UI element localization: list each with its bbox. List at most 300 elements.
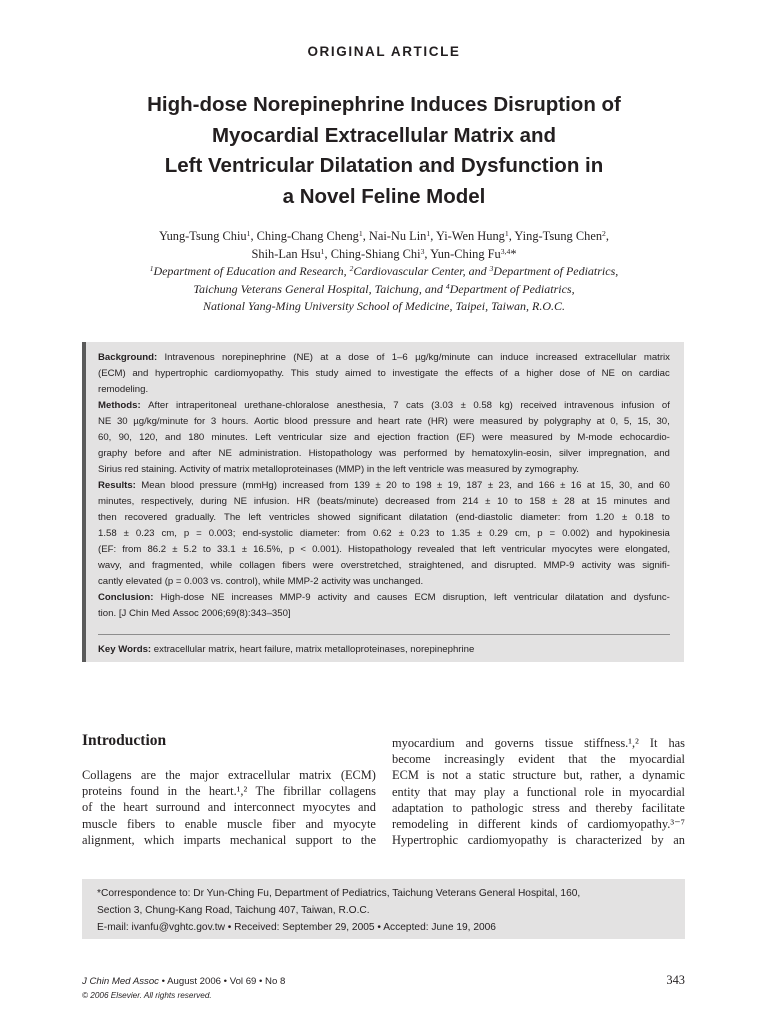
word: intraperitoneal (175, 400, 237, 411)
word: unchanged. (373, 576, 424, 587)
word: at (581, 496, 590, 507)
word: Left (254, 432, 271, 443)
text-line (392, 816, 685, 832)
word: were (598, 544, 620, 555)
word: 16 (570, 480, 582, 491)
word: were (453, 416, 475, 427)
word: enable (184, 816, 218, 831)
text-line (82, 799, 376, 815)
word: fibrillar (283, 784, 321, 799)
abstract-section-label: Conclusion: (98, 592, 154, 603)
word: 139 (353, 480, 370, 491)
affiliation-mark: 4 (445, 281, 450, 291)
word: ± (477, 528, 483, 539)
word: which (143, 832, 175, 847)
author-line (60, 227, 708, 245)
word: are (140, 768, 156, 782)
word: of (376, 352, 385, 363)
word: found (130, 784, 160, 799)
word: elongated, (625, 544, 670, 555)
word: static (478, 768, 505, 783)
word: blood (170, 480, 195, 491)
word: to (165, 816, 175, 831)
word: rather, (590, 768, 622, 783)
word: increases (231, 592, 273, 603)
word: remodeling (392, 817, 449, 832)
word: zymography. (524, 464, 579, 475)
word: 30 (116, 416, 128, 427)
word: = (175, 576, 182, 587)
word: cm, (161, 528, 177, 539)
word: kg) (499, 400, 513, 411)
word: to (202, 544, 211, 555)
word: MMP-9 (279, 592, 311, 603)
word: 158 (529, 496, 546, 507)
word: of (82, 800, 93, 815)
word: infusion. (253, 496, 290, 507)
keywords (98, 643, 670, 657)
affiliation-line (60, 263, 708, 281)
word: effects (464, 368, 493, 379)
word: stress (532, 800, 560, 815)
word: and (465, 736, 484, 750)
text-line (98, 478, 670, 494)
word: administration. (239, 448, 302, 459)
text-line (392, 784, 685, 800)
word: NE (211, 592, 225, 603)
word: were (482, 432, 503, 443)
word: Assoc (172, 608, 199, 619)
word: This (290, 368, 309, 379)
word: dynamic (642, 768, 685, 783)
author-text: , (605, 229, 609, 243)
word: 1–6 (391, 352, 408, 363)
text-line (392, 832, 685, 848)
word: pathologic (471, 800, 524, 815)
word: 5.2 (183, 544, 197, 555)
word: ± (560, 480, 566, 491)
word: cardiac (638, 368, 670, 379)
word: of (212, 464, 221, 475)
word: 0.18 (635, 512, 654, 523)
word: 3 (210, 416, 217, 427)
word: entity (392, 784, 421, 799)
word: surround (155, 800, 200, 815)
word: showed (317, 512, 351, 523)
affiliation-text: Department of Pediatrics, (449, 281, 575, 296)
word: play (483, 784, 506, 799)
word: MMP-2 (287, 576, 319, 587)
word: cantly (98, 576, 124, 587)
word: High-dose (160, 592, 205, 603)
word: to (341, 832, 352, 847)
author-text: Shih-Lan Hsu (251, 247, 321, 261)
word: and (353, 592, 370, 603)
word: metalloproteinases (252, 464, 333, 475)
word: myocyte (333, 816, 376, 831)
abstract-text (98, 350, 670, 622)
affiliation-mark: 1 (426, 228, 431, 238)
word: disrupted. (494, 560, 537, 571)
word: cardiomyopathy. (214, 368, 285, 379)
word: intravenous (564, 400, 614, 411)
word: the (165, 768, 181, 782)
word: kinds (530, 817, 558, 832)
word: may (454, 784, 476, 799)
word: and (128, 560, 145, 571)
word: (EF: (98, 544, 117, 555)
word: p (537, 528, 543, 539)
word: Med (151, 608, 171, 619)
word: myocardium (392, 736, 455, 750)
affiliation-mark: 3,4 (500, 246, 511, 256)
word: 15, (600, 480, 614, 491)
word: heart (123, 800, 148, 815)
word: minutes, (98, 496, 135, 507)
word: ± (436, 480, 443, 491)
word: dilatation (409, 512, 448, 523)
word: received (520, 400, 557, 411)
page-number: 343 (666, 973, 685, 987)
word: red (124, 464, 139, 475)
author-text: Yung-Tsung Chiu (159, 229, 247, 243)
copyright: © 2006 Elsevier. All rights reserved. (82, 991, 212, 1000)
word: The (255, 784, 275, 799)
affiliation-line: National Yang-Ming University School of Medicine, Taipei, Taiwan, R.O.C. (202, 299, 565, 313)
word: 187 (466, 480, 483, 491)
affiliations (60, 263, 708, 316)
word: not (442, 768, 459, 783)
word: silver (558, 448, 582, 459)
word: It (649, 736, 658, 750)
word: of (567, 817, 578, 832)
word: dilatation (565, 592, 604, 603)
word: a (514, 368, 520, 379)
text-line (82, 767, 376, 783)
word: myocardial (629, 752, 685, 767)
word: to (377, 368, 386, 379)
word: a (335, 352, 341, 363)
word: the (100, 800, 116, 815)
word: gradually. (175, 512, 217, 523)
word: norepinephrine (221, 352, 286, 363)
correspondence (97, 885, 677, 936)
word: (beats/minute) (316, 496, 379, 507)
word: diameter: (299, 528, 340, 539)
word: performed (403, 448, 448, 459)
word: M-mode (577, 432, 613, 443)
word: that (568, 752, 587, 767)
section-heading-introduction: Introduction (82, 732, 167, 749)
word: ventricular (278, 432, 323, 443)
word: in (167, 784, 178, 799)
word: imparts (183, 832, 221, 847)
word: 120, (139, 432, 158, 443)
word: to (436, 528, 445, 539)
text-line (98, 366, 670, 382)
word: the (376, 464, 391, 475)
word: straightened, (408, 560, 465, 571)
word: and (165, 432, 182, 443)
word: were (312, 560, 334, 571)
word: and (517, 480, 534, 491)
word: heart.¹,² (208, 784, 248, 799)
word: rate (405, 416, 422, 427)
word: NE (218, 448, 232, 459)
word: interconnect (233, 800, 295, 815)
word: matrix (643, 352, 670, 363)
word: is (557, 833, 567, 848)
word: (end-diastolic (455, 512, 513, 523)
word: ventricles (269, 512, 310, 523)
word: at (320, 352, 329, 363)
word: in (458, 817, 469, 832)
affiliation-mark: 3 (489, 263, 494, 273)
word: at (596, 416, 605, 427)
affiliation-mark: 2 (349, 263, 354, 273)
word: urethane-chloralose (244, 400, 330, 411)
word: ± (172, 544, 178, 555)
word: hematoxylin-eosin, (471, 448, 552, 459)
title-line: High-dose Norepinephrine Induces Disruption of (147, 93, 621, 116)
word: (NE) (293, 352, 313, 363)
word: while (210, 560, 233, 571)
word: muscle (227, 816, 263, 831)
word: anesthesia, (336, 400, 386, 411)
word: 0.003; (208, 528, 236, 539)
journal-name: J Chin Med Assoc (82, 976, 159, 987)
word: left (493, 592, 507, 603)
word: and (132, 368, 149, 379)
word: cm, (514, 528, 531, 539)
word: at (586, 480, 595, 491)
word: 10 (497, 496, 508, 507)
text-line (98, 430, 670, 446)
word: increasingly (444, 752, 505, 767)
word: and (353, 432, 370, 443)
word: µg/kg/minute (133, 416, 189, 427)
affiliation-text: Department of Pediatrics, (493, 264, 619, 278)
word: of (661, 400, 670, 411)
word: overstretched, (340, 560, 402, 571)
word: by (651, 833, 664, 848)
abstract-section-label: Methods: (98, 400, 141, 411)
word: 60 (659, 480, 670, 491)
word: and (207, 800, 226, 815)
author-text: , Ching-Shiang Chi (324, 247, 421, 261)
word: matrix (299, 768, 332, 782)
affiliation-mark: 1 (504, 228, 509, 238)
word: pressure (313, 416, 351, 427)
word: heart (377, 416, 400, 427)
word: left (482, 544, 496, 555)
word: After (148, 400, 169, 411)
word: that (428, 784, 447, 799)
word: functional (526, 784, 577, 799)
text-line (82, 832, 376, 848)
word: fiber (272, 816, 296, 831)
word: proteins (82, 784, 122, 799)
word: 1.35 (451, 528, 471, 539)
word: by (528, 416, 539, 427)
abstract-section-label: Results: (98, 480, 136, 491)
word: left (248, 512, 262, 523)
word: a (629, 768, 635, 783)
word: end-systolic (242, 528, 293, 539)
word: from (568, 512, 588, 523)
word: to (661, 512, 670, 523)
word: measured (466, 464, 510, 475)
word: dose (559, 368, 581, 379)
word: and (653, 496, 670, 507)
body-column-left (82, 767, 376, 848)
word: ± (123, 528, 129, 539)
text-line (98, 558, 670, 574)
word: blood (284, 416, 308, 427)
word: ± (460, 400, 466, 411)
word: before (134, 448, 162, 459)
word: Sirius (98, 464, 122, 475)
keywords-list: extracellular matrix, heart failure, matrix metalloproteinases, norepinephrine (151, 644, 475, 655)
word: vs. (210, 576, 224, 587)
word: (ECM) (98, 368, 126, 379)
section-label: ORIGINAL ARTICLE (307, 44, 461, 59)
word: (MMP) (335, 464, 365, 475)
word: has (668, 736, 685, 750)
word: myocardial (629, 784, 685, 799)
word: NE (98, 416, 112, 427)
word: 33.1 (217, 544, 236, 555)
word: myocytes (302, 800, 351, 815)
word: ECM (392, 768, 419, 783)
author-text: , Yi-Wen Hung (430, 229, 505, 243)
word: = (549, 528, 556, 539)
word: increased (282, 480, 324, 491)
affiliation-mark: 3 (420, 246, 425, 256)
word: for (194, 416, 206, 427)
text-line (392, 735, 685, 751)
word: 0.001). (312, 544, 342, 555)
word: cats (406, 400, 424, 411)
word: (ECM) (340, 768, 376, 782)
word: while (263, 576, 285, 587)
word: increased (535, 352, 578, 363)
word: and (637, 480, 654, 491)
word: evident (518, 752, 555, 767)
word: measured (510, 432, 553, 443)
word: Chin (128, 608, 149, 619)
word: by (559, 432, 571, 443)
text-line (98, 350, 670, 366)
word: 0.58 (473, 400, 493, 411)
word: elevated (125, 576, 163, 587)
word: of (499, 368, 508, 379)
word: ± (552, 496, 558, 507)
word: 16.5%, (253, 544, 283, 555)
text-line (82, 816, 376, 832)
word: 2006;69(8):343–350] (201, 608, 291, 619)
word: 30, (656, 416, 670, 427)
affiliation-mark: 1 (149, 263, 154, 273)
word: Aortic (254, 416, 279, 427)
word: fibers (127, 816, 156, 831)
journal-citation (82, 976, 285, 987)
word: echocardio- (619, 432, 670, 443)
word: 28 (564, 496, 575, 507)
word: ventricular (513, 592, 559, 603)
word: respectively, (141, 496, 194, 507)
affiliation-mark: 1 (246, 228, 251, 238)
word: recovered (124, 512, 168, 523)
title-line: a Novel Feline Model (282, 184, 486, 208)
word: diameter: (520, 512, 561, 523)
word: 198 (415, 480, 432, 491)
text-line (98, 414, 670, 430)
word: hours. (221, 416, 249, 427)
text-line (98, 382, 670, 398)
word: left (392, 464, 406, 475)
word: (3.03 (431, 400, 454, 411)
word: and (596, 528, 613, 539)
word: structure (512, 768, 556, 783)
title-line: Myocardial Extracellular Matrix and (211, 123, 557, 147)
word: that (460, 544, 477, 555)
title-line: Left Ventricular Dilatation and Dysfunction in (164, 154, 604, 177)
word: < (300, 544, 307, 555)
author-text: * (510, 247, 517, 261)
keywords-label: Key Words: (98, 644, 152, 655)
word: fraction (417, 432, 449, 443)
word: can (477, 352, 493, 363)
word: and (653, 448, 670, 459)
word: muscle (82, 816, 118, 831)
author-text: , Ying-Tsung Chen (508, 229, 603, 243)
word: from (122, 544, 142, 555)
word: signifi- (642, 560, 670, 571)
word: (HR) (427, 416, 448, 427)
text-line (98, 526, 670, 542)
word: polygraphy (543, 416, 591, 427)
correspondence-line: *Correspondence to: Dr Yun-Ching Fu, Department of Pediatrics, Taichung Veterans General Hospital, 160, (97, 888, 581, 899)
word: Collagens (82, 768, 132, 782)
word: but, (563, 768, 583, 783)
word: and (358, 800, 376, 815)
word: and (168, 448, 185, 459)
text-line (98, 462, 670, 478)
word: in (366, 464, 375, 475)
word: from (329, 480, 349, 491)
correspondence-line: Section 3, Chung-Kang Road, Taichung 407, Taiwan, R.O.C. (97, 905, 370, 916)
word: investigate (392, 368, 439, 379)
word: adaptation (392, 800, 444, 815)
word: from (346, 528, 367, 539)
word: (EF) (456, 432, 475, 443)
word: fragmented, (152, 560, 204, 571)
word: 23, (498, 480, 512, 491)
text-line (98, 606, 670, 622)
word: ± (398, 528, 404, 539)
word: ± (487, 480, 494, 491)
word: myocytes (551, 544, 593, 555)
word: was (618, 560, 636, 571)
word: and (610, 592, 627, 603)
word: matrix (223, 464, 250, 475)
word: thereby (595, 800, 633, 815)
word: Hypertrophic (392, 833, 459, 848)
affiliation-text: Department of Education and Research, (153, 264, 350, 278)
word: was (446, 464, 464, 475)
word: collagens (329, 784, 376, 799)
